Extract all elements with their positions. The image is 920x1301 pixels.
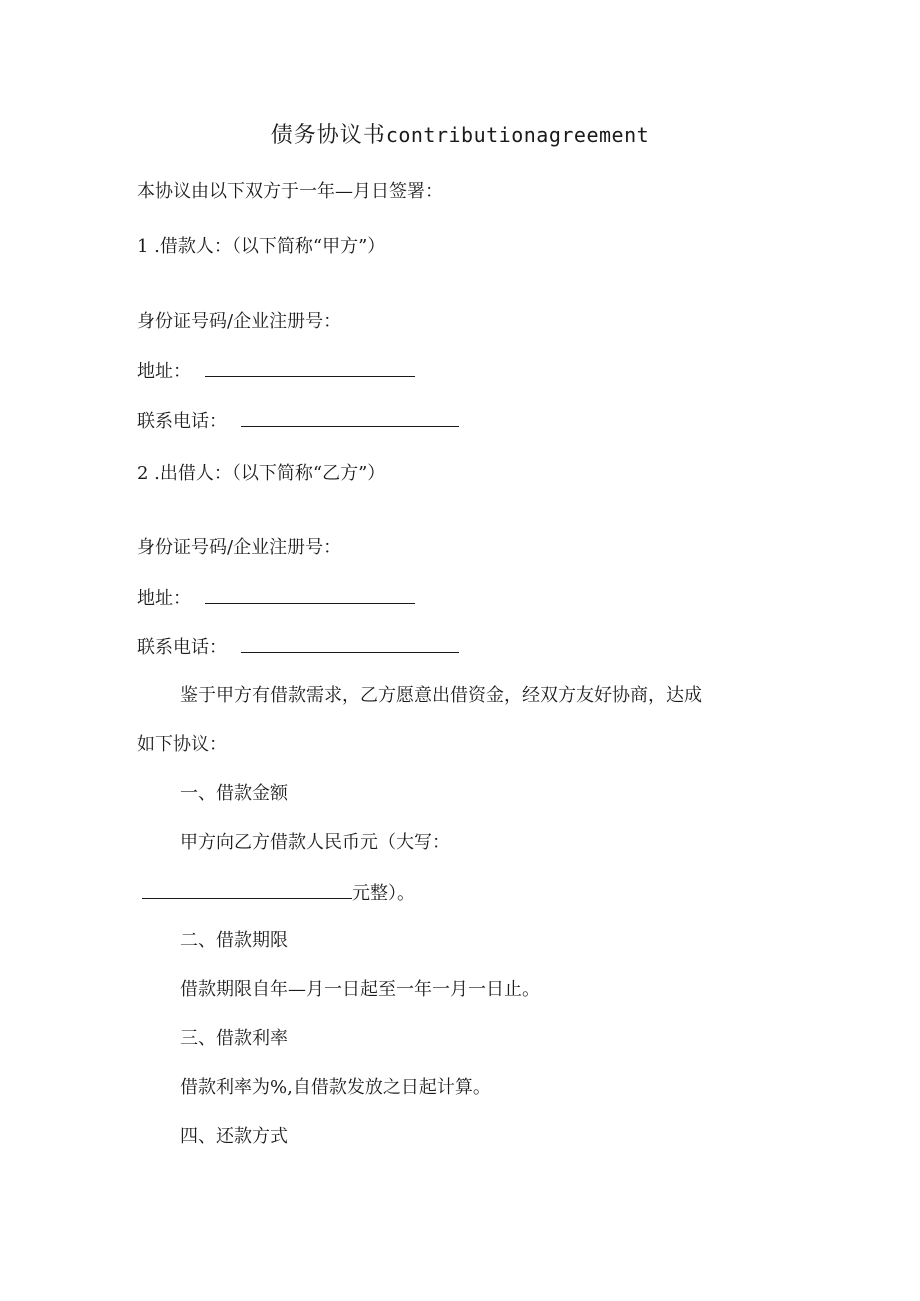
party-a-phone-blank[interactable] [241,408,459,427]
party-a-heading: 1 .借款人：（以下简称“甲方”） [137,236,386,257]
section-4-heading: 四、还款方式 [180,1126,288,1147]
party-a-address-row [137,358,415,384]
party-a-address-label: 地址： [137,361,191,382]
party-a-id-label: 身份证号码/企业注册号： [137,311,342,332]
section-2-heading: 二、借款期限 [180,930,288,951]
section-1-heading: 一、借款金额 [180,783,288,804]
intro-line: 本协议由以下双方于一年—月日签署： [137,181,443,202]
section-3-body: 借款利率为%,自借款发放之日起计算。 [180,1077,491,1098]
party-b-phone-label: 联系电话： [137,637,227,658]
document-title [0,118,920,149]
party-b-address-row [137,585,415,611]
preamble-line-1: 鉴于甲方有借款需求，乙方愿意出借资金，经双方友好协商，达成 [180,685,702,706]
party-b-address-label: 地址： [137,588,191,609]
title-chinese: 债务协议书 [270,123,386,148]
section-1-body: 甲方向乙方借款人民币元（大写： [180,832,450,853]
section-1-body-cont: 元整）。 [352,883,415,904]
section-1-body-cont-row [142,880,415,906]
preamble-line-2: 如下协议： [137,734,227,755]
party-a-phone-label: 联系电话： [137,411,227,432]
party-a-address-blank[interactable] [205,358,415,377]
party-b-id-label: 身份证号码/企业注册号： [137,537,342,558]
amount-uppercase-blank[interactable] [142,880,352,899]
party-b-address-blank[interactable] [205,585,415,604]
party-a-phone-row [137,408,459,434]
party-b-heading: 2 .出借人：（以下简称“乙方”） [137,463,386,484]
title-english: contributionagreement [385,123,650,147]
section-3-heading: 三、借款利率 [180,1028,288,1049]
party-b-phone-row [137,634,459,660]
party-b-phone-blank[interactable] [241,634,459,653]
section-2-body: 借款期限自年—月一日起至一年一月一日止。 [180,979,540,1000]
